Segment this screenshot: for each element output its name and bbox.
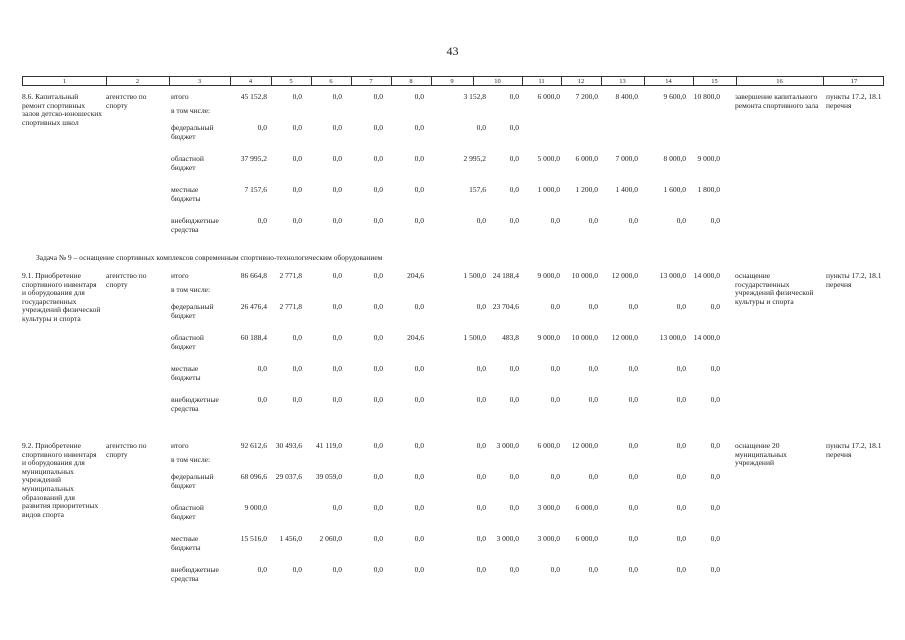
item-executor: агентство по спорту	[106, 92, 147, 110]
amount-cell: 0,0	[332, 92, 342, 101]
amount-cell: 0,0	[257, 123, 267, 132]
amount-cell: 0,0	[414, 441, 424, 450]
amount-cell: 0,0	[292, 395, 302, 404]
amount-cell: 0,0	[414, 503, 424, 512]
amount-cell: 0,0	[588, 364, 598, 373]
amount-cell: 5 000,0	[537, 154, 560, 163]
amount-cell: 29 037,6	[275, 472, 302, 481]
amount-cell: 0,0	[509, 185, 519, 194]
amount-cell: 2 771,8	[279, 302, 302, 311]
item-executor: агентство по спорту	[106, 441, 147, 459]
amount-cell: 0,0	[628, 216, 638, 225]
amount-cell: 0,0	[332, 154, 342, 163]
header-cell: 7	[369, 78, 373, 85]
amount-cell: 1 400,0	[615, 185, 638, 194]
source-label: местные бюджеты	[171, 534, 201, 552]
amount-cell: 12 000,0	[611, 271, 638, 280]
amount-cell: 0,0	[628, 503, 638, 512]
amount-cell: 6 000,0	[575, 154, 598, 163]
amount-cell: 12 000,0	[571, 441, 598, 450]
amount-cell: 0,0	[373, 503, 383, 512]
amount-cell: 14 000,0	[693, 333, 720, 342]
amount-cell: 0,0	[509, 565, 519, 574]
amount-cell: 0,0	[414, 154, 424, 163]
amount-cell: 9 000,0	[697, 154, 720, 163]
item-points: пункты 17.2, 18.1 перечня	[826, 271, 882, 289]
amount-cell: 37 995,2	[240, 154, 267, 163]
item-points: пункты 17.2, 18.1 перечня	[826, 92, 882, 110]
amount-cell: 1 500,0	[463, 271, 486, 280]
header-cell: 6	[329, 78, 333, 85]
amount-cell: 0,0	[588, 395, 598, 404]
amount-cell: 0,0	[373, 395, 383, 404]
item-points: пункты 17.2, 18.1 перечня	[826, 441, 882, 459]
amount-cell: 0,0	[710, 565, 720, 574]
amount-cell: 0,0	[373, 364, 383, 373]
item-result: завершение капитального ремонта спортивного зала	[735, 92, 819, 110]
amount-cell: 3 000,0	[496, 534, 519, 543]
source-label: местные бюджеты	[171, 185, 201, 203]
amount-cell: 0,0	[476, 534, 486, 543]
amount-cell: 0,0	[550, 565, 560, 574]
header-cell: 8	[409, 78, 413, 85]
amount-cell: 0,0	[710, 472, 720, 481]
amount-cell: 0,0	[373, 302, 383, 311]
amount-cell: 3 000,0	[537, 534, 560, 543]
amount-cell: 2 995,2	[463, 154, 486, 163]
header-cell: 15	[711, 78, 718, 85]
item-name: 9.2. Приобретение спортивного инвентаря и оборудования для муниципальных учреждений муниципальных образований для развития приоритетных видов спорта	[22, 441, 99, 519]
amount-cell: 2 771,8	[279, 271, 302, 280]
header-cell: 11	[538, 78, 545, 85]
header-cell: 9	[450, 78, 454, 85]
amount-cell: 6 000,0	[575, 503, 598, 512]
amount-cell: 0,0	[373, 472, 383, 481]
amount-cell: 0,0	[332, 216, 342, 225]
amount-cell: 0,0	[332, 302, 342, 311]
amount-cell: 0,0	[628, 302, 638, 311]
amount-cell: 12 000,0	[611, 333, 638, 342]
amount-cell: 3 152,8	[463, 92, 486, 101]
amount-cell: 92 612,6	[240, 441, 267, 450]
amount-cell: 9 000,0	[244, 503, 267, 512]
amount-cell: 0,0	[373, 185, 383, 194]
amount-cell: 7 200,0	[575, 92, 598, 101]
amount-cell: 0,0	[476, 441, 486, 450]
amount-cell: 483,8	[502, 333, 519, 342]
amount-cell: 0,0	[676, 364, 686, 373]
amount-cell: 7 157,6	[244, 185, 267, 194]
source-label: внебюджетные средства	[171, 395, 219, 413]
amount-cell: 0,0	[373, 92, 383, 101]
amount-cell: 0,0	[292, 364, 302, 373]
source-label: федеральный бюджет	[171, 302, 214, 320]
amount-cell: 6 000,0	[537, 92, 560, 101]
amount-cell: 0,0	[628, 364, 638, 373]
amount-cell: 3 000,0	[537, 503, 560, 512]
source-label: итого	[171, 271, 189, 280]
amount-cell: 0,0	[257, 216, 267, 225]
amount-cell: 9 000,0	[537, 271, 560, 280]
source-label: в том числе:	[171, 285, 211, 294]
amount-cell: 0,0	[257, 364, 267, 373]
item-executor: агентство по спорту	[106, 271, 147, 289]
source-label: областной бюджет	[171, 503, 204, 521]
amount-cell: 0,0	[332, 271, 342, 280]
amount-cell: 10 000,0	[571, 271, 598, 280]
amount-cell: 6 000,0	[537, 441, 560, 450]
amount-cell: 41 119,0	[316, 441, 342, 450]
amount-cell: 0,0	[509, 216, 519, 225]
source-label: федеральный бюджет	[171, 472, 214, 490]
amount-cell: 0,0	[628, 472, 638, 481]
header-cell: 3	[197, 78, 202, 85]
amount-cell: 8 400,0	[615, 92, 638, 101]
amount-cell: 0,0	[509, 154, 519, 163]
amount-cell: 0,0	[710, 302, 720, 311]
amount-cell: 0,0	[414, 92, 424, 101]
amount-cell: 0,0	[710, 395, 720, 404]
amount-cell: 60 188,4	[240, 333, 267, 342]
amount-cell: 204,6	[407, 271, 424, 280]
amount-cell: 24 188,4	[492, 271, 519, 280]
amount-cell: 0,0	[292, 185, 302, 194]
amount-cell: 0,0	[676, 216, 686, 225]
amount-cell: 3 000,0	[496, 441, 519, 450]
amount-cell: 0,0	[373, 123, 383, 132]
amount-cell: 0,0	[476, 364, 486, 373]
amount-cell: 0,0	[292, 123, 302, 132]
amount-cell: 0,0	[332, 364, 342, 373]
amount-cell: 86 664,8	[240, 271, 267, 280]
amount-cell: 0,0	[588, 472, 598, 481]
source-label: в том числе:	[171, 106, 211, 115]
amount-cell: 0,0	[628, 395, 638, 404]
amount-cell: 0,0	[257, 565, 267, 574]
amount-cell: 0,0	[710, 503, 720, 512]
header-cell: 14	[665, 78, 672, 85]
task-line: Задача № 9 – оснащение спортивных комплексов современным спортивно-технологическим оборудованием	[36, 253, 383, 262]
amount-cell: 0,0	[414, 472, 424, 481]
amount-cell: 0,0	[373, 216, 383, 225]
amount-cell: 0,0	[588, 302, 598, 311]
amount-cell: 0,0	[332, 503, 342, 512]
source-label: федеральный бюджет	[171, 123, 214, 141]
amount-cell: 68 096,6	[240, 472, 267, 481]
source-label: внебюджетные средства	[171, 565, 219, 583]
amount-cell: 0,0	[676, 302, 686, 311]
item-result: оснащение 20 муниципальных учреждений	[735, 441, 787, 468]
amount-cell: 0,0	[550, 302, 560, 311]
amount-cell: 0,0	[414, 565, 424, 574]
amount-cell: 1 000,0	[537, 185, 560, 194]
amount-cell: 0,0	[476, 123, 486, 132]
amount-cell: 1 456,0	[279, 534, 302, 543]
item-name: 8.6. Капитальный ремонт спортивных залов детско-юношеских спортивных школ	[22, 92, 103, 127]
amount-cell: 45 152,8	[240, 92, 267, 101]
amount-cell: 0,0	[509, 92, 519, 101]
header-cell: 5	[289, 78, 293, 85]
amount-cell: 0,0	[476, 302, 486, 311]
amount-cell: 13 000,0	[659, 333, 686, 342]
amount-cell: 0,0	[332, 333, 342, 342]
source-label: областной бюджет	[171, 333, 204, 351]
amount-cell: 0,0	[476, 395, 486, 404]
amount-cell: 10 800,0	[693, 92, 720, 101]
amount-cell: 0,0	[628, 565, 638, 574]
amount-cell: 0,0	[710, 441, 720, 450]
amount-cell: 1 200,0	[575, 185, 598, 194]
item-name: 9.1. Приобретение спортивного инвентаря и оборудования для государственных учреждений физической культуры и спорта	[22, 271, 101, 323]
amount-cell: 0,0	[373, 271, 383, 280]
item-result: оснащение государственных учреждений физической культуры и спорта	[735, 271, 814, 306]
amount-cell: 10 000,0	[571, 333, 598, 342]
amount-cell: 0,0	[414, 216, 424, 225]
amount-cell: 0,0	[257, 395, 267, 404]
amount-cell: 2 060,0	[319, 534, 342, 543]
amount-cell: 0,0	[550, 216, 560, 225]
amount-cell: 157,6	[469, 185, 486, 194]
amount-cell: 0,0	[710, 364, 720, 373]
amount-cell: 30 493,6	[275, 441, 302, 450]
amount-cell: 0,0	[292, 216, 302, 225]
amount-cell: 1 500,0	[463, 333, 486, 342]
amount-cell: 0,0	[332, 185, 342, 194]
amount-cell: 0,0	[550, 395, 560, 404]
source-label: областной бюджет	[171, 154, 204, 172]
amount-cell: 6 000,0	[575, 534, 598, 543]
amount-cell: 39 059,0	[315, 472, 342, 481]
amount-cell: 0,0	[509, 123, 519, 132]
source-label: итого	[171, 441, 189, 450]
amount-cell: 0,0	[628, 441, 638, 450]
header-cell: 12	[577, 78, 585, 85]
amount-cell: 9 600,0	[663, 92, 686, 101]
amount-cell: 0,0	[414, 395, 424, 404]
header-cell: 10	[494, 78, 501, 85]
header-cell: 17	[850, 78, 858, 85]
amount-cell: 0,0	[292, 333, 302, 342]
amount-cell: 0,0	[476, 565, 486, 574]
amount-cell: 0,0	[588, 216, 598, 225]
amount-cell: 0,0	[414, 534, 424, 543]
amount-cell: 0,0	[509, 472, 519, 481]
amount-cell: 14 000,0	[693, 271, 720, 280]
amount-cell: 0,0	[588, 565, 598, 574]
amount-cell: 1 800,0	[697, 185, 720, 194]
amount-cell: 0,0	[373, 534, 383, 543]
amount-cell: 0,0	[292, 565, 302, 574]
header-cell: 2	[135, 78, 140, 85]
amount-cell: 0,0	[292, 154, 302, 163]
header-cell: 16	[776, 78, 783, 85]
amount-cell: 0,0	[332, 395, 342, 404]
source-label: итого	[171, 92, 189, 101]
amount-cell: 0,0	[414, 123, 424, 132]
amount-cell: 0,0	[373, 154, 383, 163]
header-cell: 13	[619, 78, 626, 85]
amount-cell: 0,0	[414, 185, 424, 194]
amount-cell: 0,0	[676, 441, 686, 450]
amount-cell: 9 000,0	[537, 333, 560, 342]
amount-cell: 0,0	[476, 472, 486, 481]
amount-cell: 13 000,0	[659, 271, 686, 280]
amount-cell: 0,0	[676, 534, 686, 543]
amount-cell: 0,0	[414, 364, 424, 373]
amount-cell: 0,0	[509, 395, 519, 404]
source-label: местные бюджеты	[171, 364, 201, 382]
amount-cell: 0,0	[476, 216, 486, 225]
header-cell: 1	[62, 78, 67, 85]
amount-cell: 0,0	[676, 565, 686, 574]
amount-cell: 0,0	[550, 364, 560, 373]
source-label: внебюджетные средства	[171, 216, 219, 234]
amount-cell: 0,0	[509, 503, 519, 512]
amount-cell: 0,0	[332, 565, 342, 574]
table-header	[22, 76, 884, 86]
page-number: 43	[446, 44, 459, 58]
amount-cell: 0,0	[628, 534, 638, 543]
amount-cell: 23 704,6	[492, 302, 519, 311]
amount-cell: 0,0	[332, 123, 342, 132]
amount-cell: 0,0	[373, 565, 383, 574]
amount-cell: 0,0	[676, 395, 686, 404]
amount-cell: 7 000,0	[615, 154, 638, 163]
amount-cell: 1 600,0	[663, 185, 686, 194]
amount-cell: 0,0	[710, 216, 720, 225]
header-cell: 4	[248, 78, 253, 85]
source-label: в том числе:	[171, 455, 211, 464]
amount-cell: 0,0	[676, 472, 686, 481]
amount-cell: 204,6	[407, 333, 424, 342]
amount-cell: 0,0	[509, 364, 519, 373]
amount-cell: 8 000,0	[663, 154, 686, 163]
amount-cell: 26 476,4	[240, 302, 267, 311]
amount-cell: 0,0	[292, 92, 302, 101]
amount-cell: 0,0	[373, 333, 383, 342]
amount-cell: 0,0	[414, 302, 424, 311]
amount-cell: 15 516,0	[240, 534, 267, 543]
amount-cell: 0,0	[373, 441, 383, 450]
amount-cell: 0,0	[476, 503, 486, 512]
amount-cell: 0,0	[710, 534, 720, 543]
amount-cell: 0,0	[676, 503, 686, 512]
amount-cell: 0,0	[550, 472, 560, 481]
